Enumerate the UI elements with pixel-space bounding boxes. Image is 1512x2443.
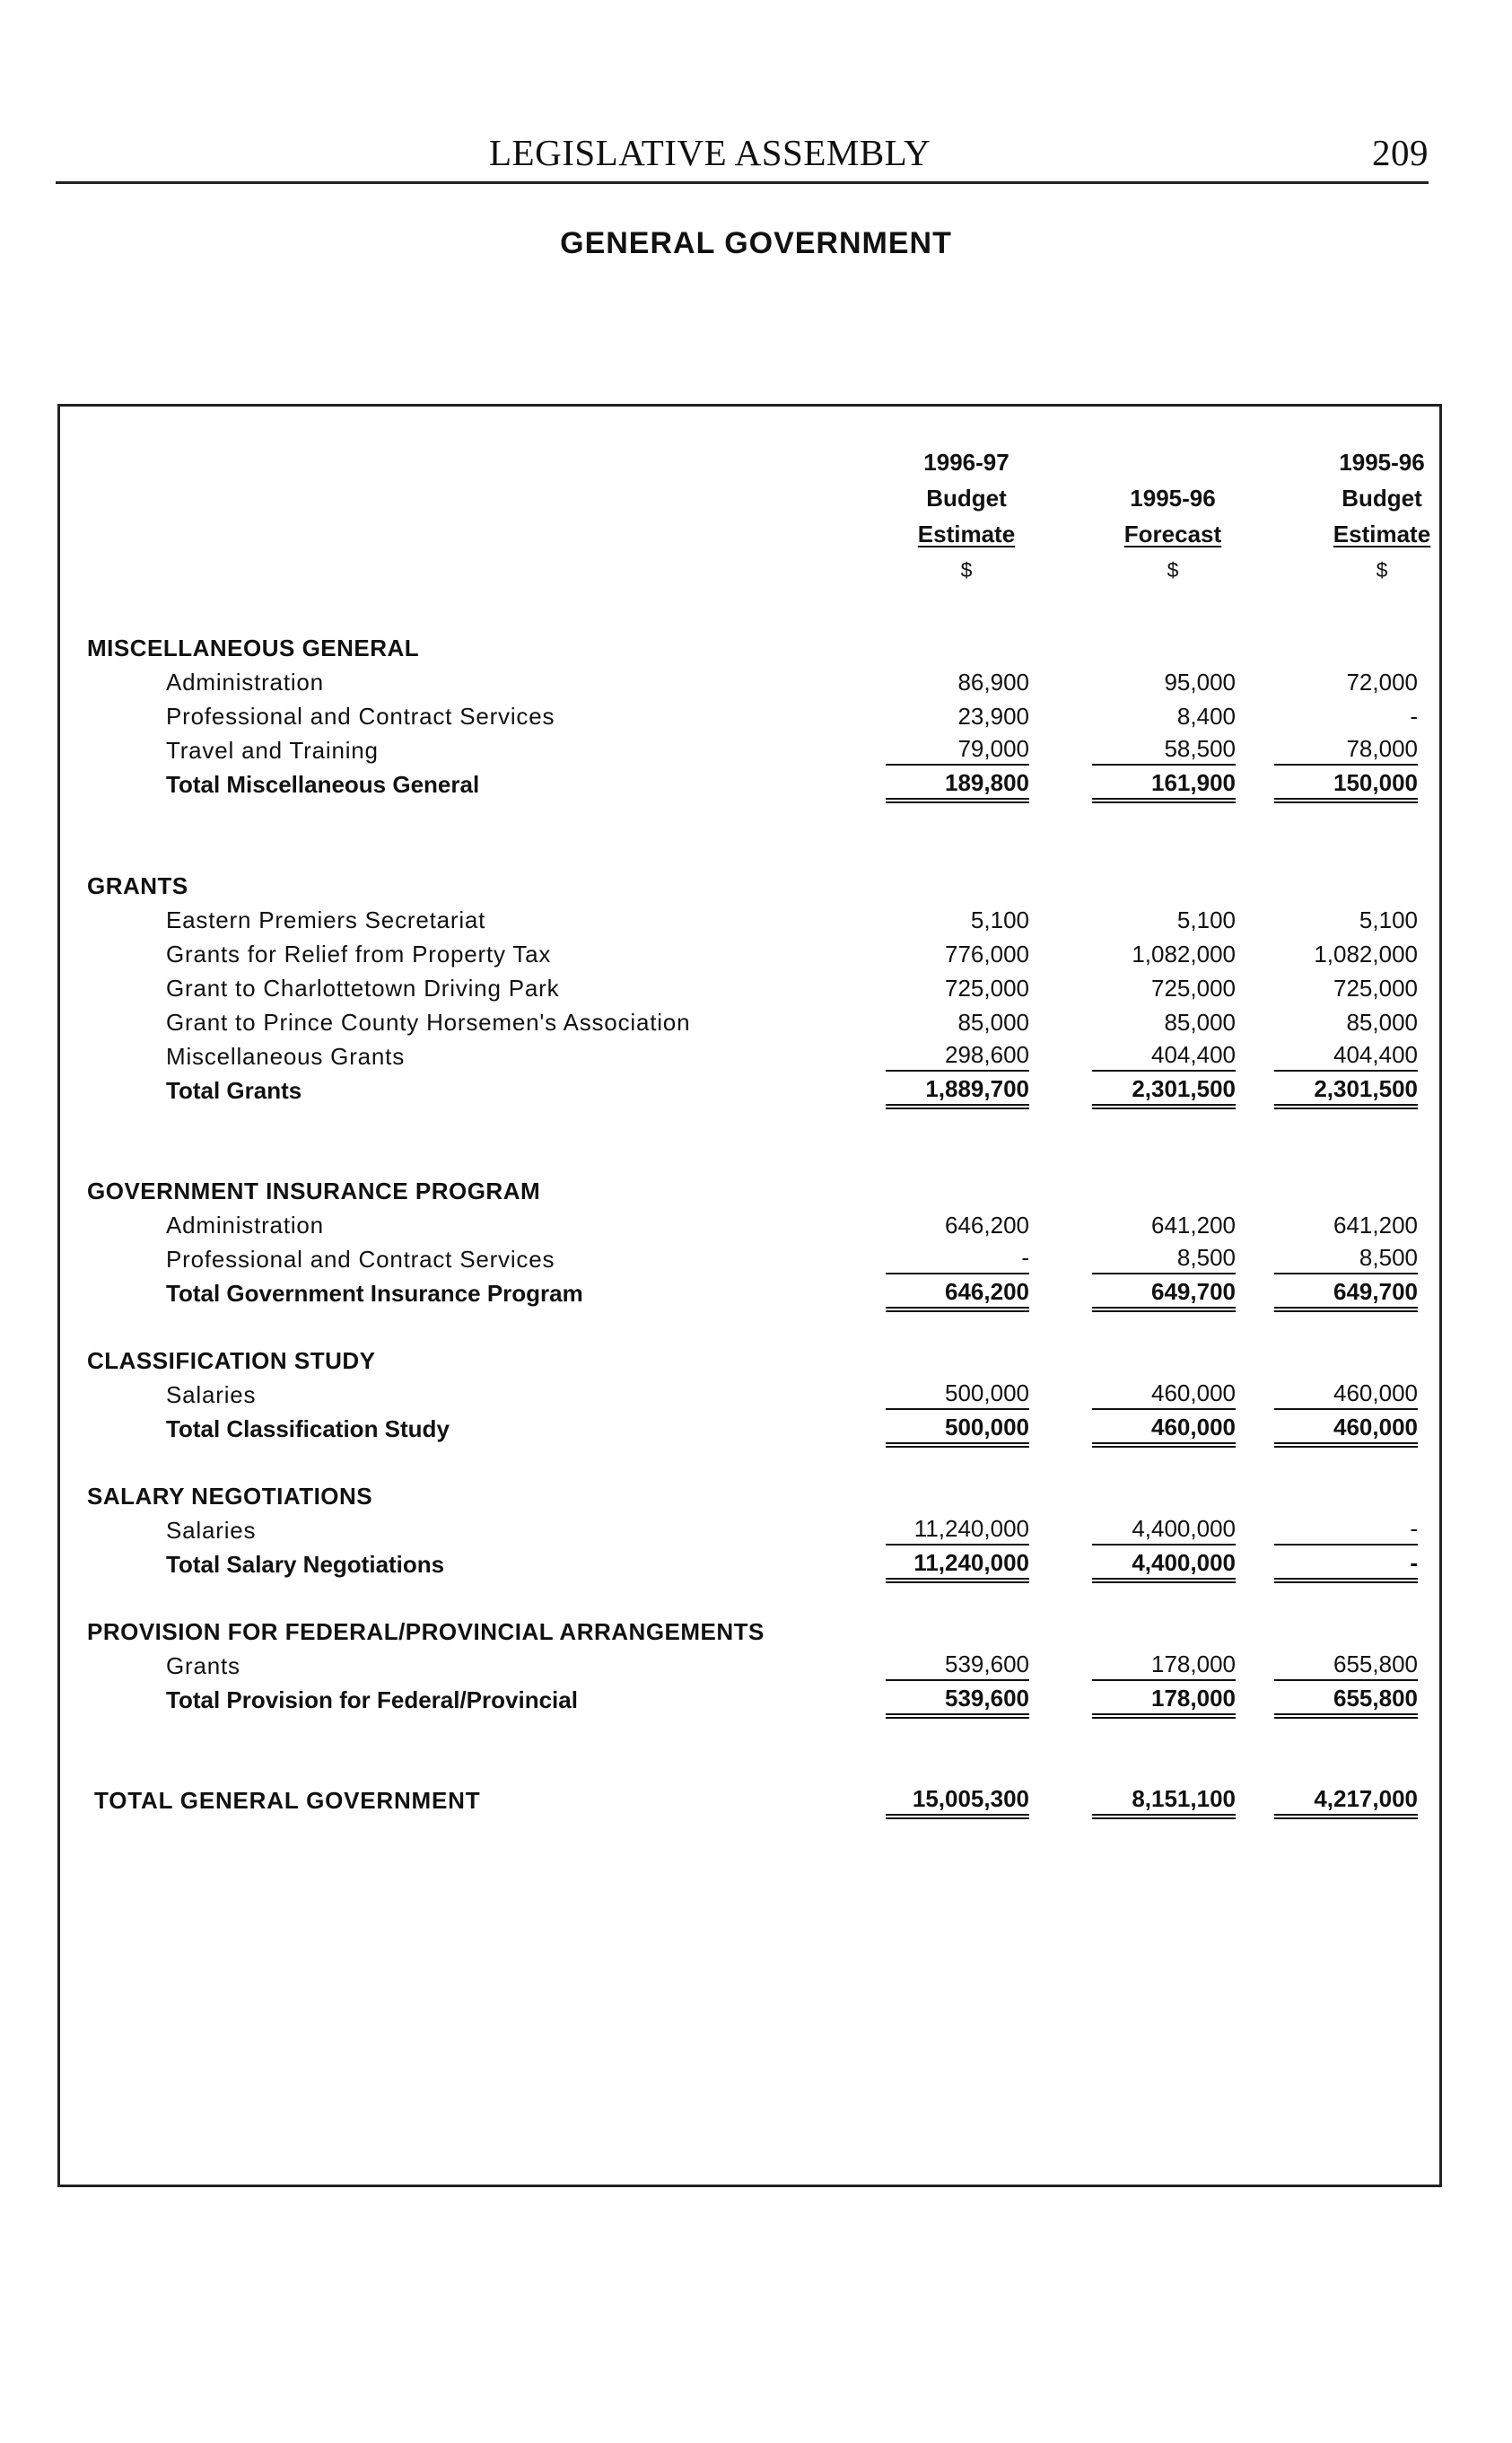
table-row bbox=[60, 733, 1445, 767]
cell-1995-96-estimate: 72,000 bbox=[1346, 669, 1418, 696]
cell-1995-96-estimate: 460,000 bbox=[1274, 1378, 1418, 1410]
total-1995-96-forecast: 178,000 bbox=[1092, 1683, 1236, 1719]
cell-1995-96-forecast: 725,000 bbox=[1151, 975, 1236, 1002]
column-subtype: Forecast bbox=[1123, 521, 1222, 547]
cell-1995-96-forecast: 5,100 bbox=[1176, 906, 1236, 933]
cell-1996-97-estimate: 23,900 bbox=[957, 703, 1029, 730]
cell-1995-96-estimate: 1,082,000 bbox=[1314, 941, 1418, 968]
cell-1995-96-estimate: 655,800 bbox=[1274, 1649, 1418, 1681]
section-heading-label: PROVISION FOR FEDERAL/PROVINCIAL ARRANGEMENTS bbox=[87, 1618, 765, 1645]
column-header-1995-96-estimate bbox=[1292, 444, 1472, 588]
row-label: Administration bbox=[166, 1212, 324, 1239]
row-label: Professional and Contract Services bbox=[166, 1246, 555, 1273]
table-row bbox=[60, 1039, 1445, 1073]
row-label: Eastern Premiers Secretariat bbox=[166, 906, 486, 933]
cell-1995-96-forecast: 460,000 bbox=[1092, 1378, 1236, 1410]
total-1995-96-forecast: 4,400,000 bbox=[1092, 1547, 1236, 1583]
row-label: Grant to Charlottetown Driving Park bbox=[166, 975, 560, 1002]
section-heading-label: SALARY NEGOTIATIONS bbox=[87, 1483, 373, 1510]
row-label: Travel and Training bbox=[166, 737, 379, 764]
table-row bbox=[60, 1513, 1445, 1547]
table-row bbox=[60, 1378, 1445, 1412]
cell-1995-96-estimate: 725,000 bbox=[1333, 975, 1418, 1002]
cell-1996-97-estimate: - bbox=[886, 1242, 1029, 1274]
total-1996-97-estimate: 11,240,000 bbox=[886, 1547, 1029, 1583]
section-heading bbox=[60, 869, 1445, 903]
cell-1995-96-estimate: 5,100 bbox=[1359, 906, 1418, 933]
total-1995-96-estimate: 150,000 bbox=[1274, 767, 1418, 803]
column-currency: $ bbox=[1376, 558, 1388, 582]
total-1995-96-estimate: - bbox=[1274, 1547, 1418, 1583]
section-heading bbox=[60, 1479, 1445, 1513]
cell-1995-96-forecast: 95,000 bbox=[1164, 669, 1236, 696]
total-1995-96-estimate: 460,000 bbox=[1274, 1412, 1418, 1448]
total-label: Total Miscellaneous General bbox=[166, 771, 480, 798]
column-type: Budget bbox=[1342, 485, 1422, 512]
cell-1996-97-estimate: 85,000 bbox=[957, 1009, 1029, 1036]
cell-1995-96-forecast: 85,000 bbox=[1164, 1009, 1236, 1036]
cell-1995-96-forecast: 8,400 bbox=[1176, 703, 1236, 730]
total-1996-97-estimate: 539,600 bbox=[886, 1683, 1029, 1719]
section-heading bbox=[60, 1344, 1445, 1378]
row-label: Miscellaneous Grants bbox=[166, 1043, 405, 1070]
table-row bbox=[60, 1005, 1445, 1039]
grand-total-label: TOTAL GENERAL GOVERNMENT bbox=[94, 1787, 481, 1814]
row-label: Grants bbox=[166, 1652, 240, 1679]
grand-total-row bbox=[60, 1783, 1445, 1817]
estimates-table bbox=[57, 404, 1442, 2187]
column-year: 1995-96 bbox=[1339, 449, 1425, 476]
total-label: Total Grants bbox=[166, 1077, 302, 1104]
section-heading-label: CLASSIFICATION STUDY bbox=[87, 1347, 376, 1374]
total-row bbox=[60, 1073, 1445, 1108]
grand-total-1995-96-forecast: 8,151,100 bbox=[1092, 1783, 1236, 1819]
column-header-1996-97-estimate bbox=[877, 444, 1056, 588]
table-row bbox=[60, 937, 1445, 971]
table-row bbox=[60, 1649, 1445, 1683]
total-1996-97-estimate: 500,000 bbox=[886, 1412, 1029, 1448]
cell-1995-96-estimate: 404,400 bbox=[1274, 1039, 1418, 1072]
total-label: Total Government Insurance Program bbox=[166, 1280, 583, 1307]
total-label: Total Classification Study bbox=[166, 1415, 450, 1442]
section-heading-label: GOVERNMENT INSURANCE PROGRAM bbox=[87, 1178, 541, 1204]
cell-1995-96-forecast: 1,082,000 bbox=[1132, 941, 1236, 968]
row-label: Administration bbox=[166, 669, 324, 696]
section-heading bbox=[60, 631, 1445, 665]
cell-1995-96-estimate: 85,000 bbox=[1346, 1009, 1418, 1036]
table-row bbox=[60, 665, 1445, 699]
total-row bbox=[60, 1412, 1445, 1446]
column-header-1995-96-forecast bbox=[1083, 444, 1263, 588]
cell-1996-97-estimate: 5,100 bbox=[970, 906, 1029, 933]
cell-1996-97-estimate: 539,600 bbox=[886, 1649, 1029, 1681]
total-1996-97-estimate: 1,889,700 bbox=[886, 1073, 1029, 1109]
total-1995-96-forecast: 161,900 bbox=[1092, 767, 1236, 803]
total-1995-96-estimate: 655,800 bbox=[1274, 1683, 1418, 1719]
row-label: Salaries bbox=[166, 1381, 257, 1408]
section-heading bbox=[60, 1615, 1445, 1649]
column-currency: $ bbox=[1167, 558, 1179, 582]
total-1996-97-estimate: 189,800 bbox=[886, 767, 1029, 803]
column-subtype: Estimate bbox=[917, 521, 1016, 547]
cell-1995-96-forecast: 58,500 bbox=[1092, 733, 1236, 766]
column-type: Budget bbox=[926, 485, 1007, 512]
table-row bbox=[60, 699, 1445, 733]
column-year bbox=[1083, 444, 1263, 480]
section-heading-label: MISCELLANEOUS GENERAL bbox=[87, 635, 420, 661]
cell-1996-97-estimate: 725,000 bbox=[945, 975, 1029, 1002]
row-label: Salaries bbox=[166, 1517, 257, 1544]
column-year: 1996-97 bbox=[923, 449, 1009, 476]
cell-1996-97-estimate: 79,000 bbox=[886, 733, 1029, 766]
cell-1995-96-estimate: 78,000 bbox=[1274, 733, 1418, 766]
page-number: 209 bbox=[1372, 132, 1429, 173]
total-label: Total Salary Negotiations bbox=[166, 1551, 445, 1578]
total-1995-96-forecast: 2,301,500 bbox=[1092, 1073, 1236, 1109]
row-label: Grants for Relief from Property Tax bbox=[166, 941, 552, 968]
total-row bbox=[60, 767, 1445, 801]
table-row bbox=[60, 971, 1445, 1005]
total-1995-96-forecast: 460,000 bbox=[1092, 1412, 1236, 1448]
cell-1996-97-estimate: 776,000 bbox=[945, 941, 1029, 968]
total-row bbox=[60, 1683, 1445, 1717]
column-subtype: Estimate bbox=[1333, 521, 1431, 547]
row-label: Grant to Prince County Horsemen's Association bbox=[166, 1009, 691, 1036]
total-1995-96-estimate: 649,700 bbox=[1274, 1276, 1418, 1312]
grand-total-1996-97-estimate: 15,005,300 bbox=[886, 1783, 1029, 1819]
cell-1996-97-estimate: 500,000 bbox=[886, 1378, 1029, 1410]
row-label: Professional and Contract Services bbox=[166, 703, 555, 730]
cell-1996-97-estimate: 11,240,000 bbox=[886, 1513, 1029, 1545]
cell-1995-96-forecast: 178,000 bbox=[1092, 1649, 1236, 1681]
total-1996-97-estimate: 646,200 bbox=[886, 1276, 1029, 1312]
table-row bbox=[60, 1208, 1445, 1242]
table-row bbox=[60, 903, 1445, 937]
cell-1995-96-estimate: - bbox=[1274, 1513, 1418, 1545]
cell-1995-96-estimate: 641,200 bbox=[1333, 1212, 1418, 1239]
cell-1995-96-forecast: 404,400 bbox=[1092, 1039, 1236, 1072]
cell-1995-96-estimate: 8,500 bbox=[1274, 1242, 1418, 1274]
table-row bbox=[60, 1242, 1445, 1276]
running-title: LEGISLATIVE ASSEMBLY bbox=[489, 132, 931, 173]
total-1995-96-forecast: 649,700 bbox=[1092, 1276, 1236, 1312]
section-heading bbox=[60, 1174, 1445, 1208]
grand-total-1995-96-estimate: 4,217,000 bbox=[1274, 1783, 1418, 1819]
column-type: 1995-96 bbox=[1130, 485, 1216, 512]
total-row bbox=[60, 1276, 1445, 1310]
total-label: Total Provision for Federal/Provincial bbox=[166, 1686, 578, 1713]
cell-1995-96-forecast: 8,500 bbox=[1092, 1242, 1236, 1274]
cell-1996-97-estimate: 298,600 bbox=[886, 1039, 1029, 1072]
column-currency: $ bbox=[960, 558, 973, 582]
section-heading-label: GRANTS bbox=[87, 872, 188, 899]
cell-1995-96-estimate: - bbox=[1410, 703, 1418, 730]
running-head bbox=[56, 126, 1429, 184]
cell-1996-97-estimate: 646,200 bbox=[945, 1212, 1029, 1239]
section-title: GENERAL GOVERNMENT bbox=[560, 226, 952, 260]
cell-1995-96-forecast: 641,200 bbox=[1151, 1212, 1236, 1239]
total-row bbox=[60, 1547, 1445, 1581]
total-1995-96-estimate: 2,301,500 bbox=[1274, 1073, 1418, 1109]
cell-1995-96-forecast: 4,400,000 bbox=[1092, 1513, 1236, 1545]
cell-1996-97-estimate: 86,900 bbox=[957, 669, 1029, 696]
